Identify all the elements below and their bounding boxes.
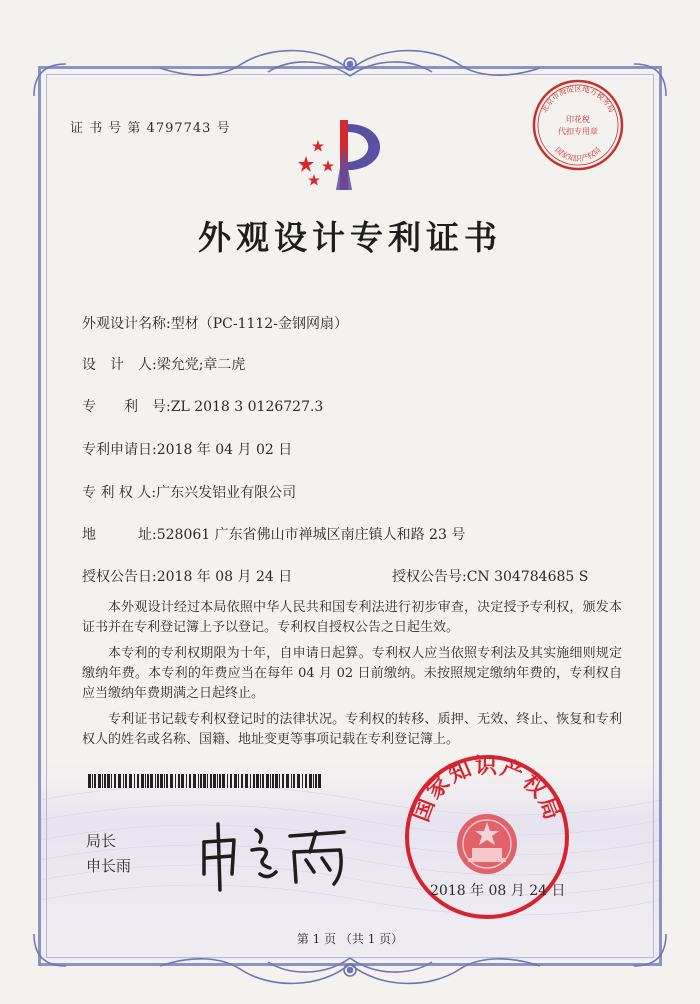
barcode-bar	[293, 774, 295, 788]
barcode-bar	[155, 774, 156, 788]
barcode-bar	[92, 774, 93, 788]
patentee-value: 广东兴发铝业有限公司	[156, 485, 297, 501]
barcode-bar	[123, 774, 124, 788]
patent-no-row	[82, 396, 323, 416]
address-row	[82, 524, 465, 544]
barcode-bar	[318, 774, 321, 788]
body-text	[82, 598, 622, 750]
barcode-bar	[160, 774, 163, 788]
barcode-bar	[118, 774, 121, 788]
barcode-bar	[302, 774, 303, 788]
barcode-bar	[145, 774, 146, 788]
design-name-value: 型材（PC-1112-金钢网扇）	[170, 316, 348, 332]
barcode-bar	[147, 774, 149, 788]
barcode-bar	[181, 774, 184, 788]
barcode-bar	[210, 774, 212, 788]
filing-date-row	[82, 439, 292, 459]
filing-date-value: 2018 年 04 月 02 日	[156, 442, 293, 458]
barcode-bar	[141, 774, 144, 788]
barcode-bar	[270, 774, 271, 788]
barcode-bar	[203, 774, 206, 788]
certificate-number: 证 书 号 第 4797743 号	[70, 121, 231, 136]
corner-ornament-top-right	[630, 60, 670, 100]
body-paragraph-3: 专利证书记载专利权登记时的法律状况。专利权的转移、质押、无效、终止、恢复和专利权人的姓名或名称、国籍、地址变更等事项记载在专利登记簿上。	[82, 712, 622, 747]
national-emblem-icon	[457, 814, 517, 874]
barcode-bar	[272, 774, 274, 788]
barcode-bar	[207, 774, 208, 788]
barcode-bar	[125, 774, 127, 788]
grant-date-label: 授权公告日:	[82, 569, 157, 585]
barcode-bar	[286, 774, 289, 788]
barcode-bar	[157, 774, 159, 788]
designer-row	[82, 354, 245, 374]
barcode-bar	[275, 774, 278, 788]
barcode-bar	[227, 774, 228, 788]
barcode-bar	[111, 774, 112, 788]
barcode-bar	[309, 774, 312, 788]
director-name: 申长雨	[86, 857, 132, 875]
barcode-bar	[217, 774, 218, 788]
grant-date-row	[82, 566, 292, 586]
barcode-bar	[253, 774, 255, 788]
director-title: 局长	[86, 832, 117, 850]
barcode-bar	[219, 774, 221, 788]
barcode-bar	[178, 774, 180, 788]
corner-ornament-top-left	[30, 60, 70, 100]
tax-stamp-bottom-text: 国家知识产权局	[553, 145, 603, 163]
barcode-bar	[266, 774, 269, 788]
barcode-bar	[164, 774, 165, 788]
tax-stamp-line2: 代扣专用章	[558, 127, 598, 136]
design-name-label: 外观设计名称:	[82, 316, 171, 332]
body-paragraph-1: 本外观设计经过本局依照中华人民共和国专利法进行初步审查，决定授予专利权，颁发本证书并在专利登记簿上予以登记。专利权自授权公告之日起生效。	[82, 600, 622, 635]
barcode	[88, 774, 324, 788]
design-name-row	[82, 313, 348, 333]
barcode-bar	[150, 774, 153, 788]
barcode-bar	[114, 774, 116, 788]
designer-label: 设 计 人:	[82, 357, 157, 373]
barcode-bar	[256, 774, 259, 788]
barcode-bar	[104, 774, 106, 788]
barcode-bar	[291, 774, 292, 788]
barcode-bar	[245, 774, 248, 788]
barcode-bar	[175, 774, 176, 788]
cnipa-logo	[288, 116, 408, 196]
barcode-bar	[279, 774, 280, 788]
barcode-bar	[262, 774, 264, 788]
barcode-bar	[297, 774, 300, 788]
tax-stamp-outer-text: 北京市海淀区地方税务局	[539, 84, 617, 115]
barcode-bar	[222, 774, 225, 788]
barcode-bar	[315, 774, 317, 788]
seal-date: 2018 年 08 月 24 日	[430, 883, 566, 899]
body-paragraph-2: 本专利的专利权期限为十年，自申请日起算。专利权人应当依照专利法及其实施细则规定缴纳年费。本专利的年费应当在每年 04 月 02 日前缴纳。未按照规定缴纳年费的，专利权自应当缴纳年费期满之日起终止。	[82, 646, 622, 701]
barcode-bar	[234, 774, 237, 788]
top-ornament	[150, 40, 550, 90]
patentee-row	[82, 482, 296, 502]
filing-date-label: 专利申请日:	[82, 442, 157, 458]
barcode-bar	[102, 774, 103, 788]
barcode-bar	[134, 774, 135, 788]
barcode-bar	[186, 774, 187, 788]
barcode-bar	[313, 774, 314, 788]
barcode-bar	[200, 774, 202, 788]
barcode-bar	[137, 774, 139, 788]
barcode-bar	[170, 774, 173, 788]
barcode-bar	[241, 774, 243, 788]
bottom-ornament	[150, 944, 550, 994]
barcode-bar	[213, 774, 216, 788]
designer-value: 梁允党;章二虎	[156, 357, 246, 373]
barcode-bar	[250, 774, 251, 788]
tax-stamp	[530, 77, 626, 173]
seal-arc-text: 国家知识产权局	[408, 753, 566, 826]
address-label: 地 址:	[82, 527, 157, 543]
barcode-bar	[189, 774, 191, 788]
grant-no-label: 授权公告号:	[392, 569, 467, 585]
barcode-bar	[282, 774, 284, 788]
barcode-bar	[166, 774, 168, 788]
page-title: 外观设计专利证书	[198, 218, 502, 257]
director-signature	[194, 812, 364, 892]
patentee-label: 专 利 权 人:	[82, 485, 157, 501]
tax-stamp-line1: 印花税	[566, 115, 590, 124]
grant-date-value: 2018 年 08 月 24 日	[156, 569, 293, 585]
barcode-bar	[98, 774, 101, 788]
barcode-bar	[94, 774, 96, 788]
logo-stars-icon	[298, 140, 334, 186]
grant-no-value: CN 304784685 S	[466, 569, 589, 585]
grant-no-row	[392, 566, 588, 586]
barcode-bar	[193, 774, 196, 788]
barcode-bar	[129, 774, 132, 788]
barcode-bar	[238, 774, 239, 788]
barcode-bar	[305, 774, 307, 788]
patent-no-value: ZL 2018 3 0126727.3	[170, 399, 324, 415]
barcode-bar	[107, 774, 110, 788]
barcode-bar	[198, 774, 199, 788]
patent-no-label: 专 利 号:	[82, 399, 171, 415]
page-indicator: 第 1 页 （共 1 页）	[296, 932, 404, 946]
address-value: 528061 广东省佛山市禅城区南庄镇人和路 23 号	[156, 527, 466, 543]
barcode-bar	[230, 774, 232, 788]
barcode-bar	[88, 774, 91, 788]
barcode-bar	[260, 774, 261, 788]
